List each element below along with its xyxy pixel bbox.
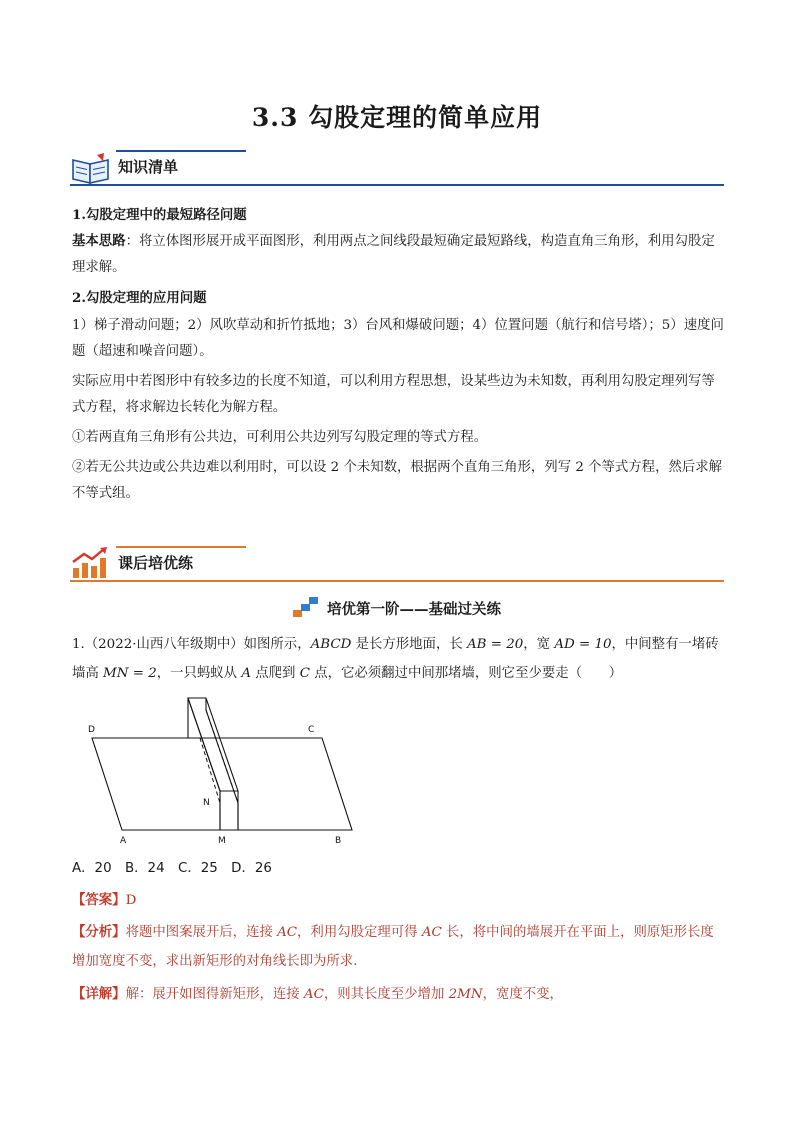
growth-chart-icon bbox=[70, 546, 110, 580]
banner-top-line bbox=[116, 150, 246, 152]
detail-text: ，则其长度至少增加 bbox=[323, 987, 449, 1002]
section-title-practice: 课后培优练 bbox=[118, 554, 194, 572]
floor-parallelogram bbox=[92, 738, 352, 830]
label-d: D bbox=[88, 725, 95, 735]
question-text-part: 点爬到 bbox=[251, 666, 300, 681]
question-text-part: 点，它必须翻过中间那堵墙，则它至少要走（ ） bbox=[309, 666, 623, 681]
book-icon bbox=[70, 152, 114, 186]
question-text-part: ，宽 bbox=[523, 637, 555, 652]
knowledge-paragraph-3: 实际应用中若图形中有较多边的长度不知道，可以利用方程思想，设某些边为未知数，再利用勾股定理列写等式方程，将求解边长转化为解方程。 bbox=[72, 374, 715, 415]
label-b: B bbox=[335, 836, 342, 846]
answer-line bbox=[72, 886, 724, 915]
question-text bbox=[72, 630, 724, 688]
page-title: 3.3 勾股定理的简单应用 bbox=[251, 103, 543, 132]
math-ab: AB = 20 bbox=[466, 637, 524, 652]
math-abcd: ABCD bbox=[310, 637, 352, 652]
knowledge-heading-2: 2.勾股定理的应用问题 bbox=[72, 290, 207, 306]
tier-title bbox=[0, 596, 794, 619]
knowledge-paragraph-4: ①若两直角三角形有公共边，可利用公共边列写勾股定理的等式方程。 bbox=[72, 430, 488, 445]
knowledge-content bbox=[72, 202, 724, 507]
math-ac: AC bbox=[421, 925, 442, 940]
question-text-part: 是长方形地面，长 bbox=[351, 637, 467, 652]
basic-idea-label: 基本思路 bbox=[72, 233, 126, 249]
analysis-paragraph bbox=[72, 918, 724, 976]
label-a: A bbox=[120, 836, 127, 846]
math-ad: AD = 10 bbox=[554, 637, 612, 652]
geometry-figure bbox=[82, 693, 362, 849]
banner-divider bbox=[70, 184, 724, 186]
knowledge-paragraph-5: ②若无公共边或公共边难以利用时，可以设 2 个未知数，根据两个直角三角形，列写 2 个等式方程，然后求解不等式组。 bbox=[72, 460, 723, 501]
detail-text: ，宽度不变， bbox=[482, 987, 563, 1002]
question-source: 1.（2022·山西八年级期中）如图所示， bbox=[72, 637, 311, 652]
math-ac: AC bbox=[303, 987, 324, 1002]
math-mn: MN = 2 bbox=[103, 666, 157, 681]
detail-text: 解：展开如图得新矩形，连接 bbox=[125, 987, 304, 1002]
basic-idea-text: ：将立体图形展开成平面图形，利用两点之间线段最短确定最短路线，构造直角三角形，利用勾股定理求解。 bbox=[72, 234, 715, 275]
analysis-tag: 【分析】 bbox=[72, 924, 126, 940]
answer-value: D bbox=[125, 893, 137, 908]
banner-top-line bbox=[116, 546, 246, 548]
section-banner-knowledge bbox=[70, 150, 724, 186]
knowledge-paragraph-2: 1）梯子滑动问题；2）风吹草动和折竹抵地；3）台风和爆破问题；4）位置问题（航行和信号塔）；5）速度问题（超速和噪音问题）。 bbox=[72, 318, 724, 359]
analysis-text: 长，将中间的墙展开在平面上，则原矩形长度增加宽度不变，求出新矩形的对角线长即为所求． bbox=[72, 925, 714, 969]
knowledge-heading-1: 1.勾股定理中的最短路径问题 bbox=[72, 207, 247, 223]
analysis-text: 将题中图案展开后，连接 bbox=[125, 925, 278, 940]
analysis-text: ，利用勾股定理可得 bbox=[297, 925, 422, 940]
banner-divider bbox=[70, 580, 724, 582]
label-m: M bbox=[218, 836, 226, 846]
knowledge-paragraph-1 bbox=[72, 228, 724, 281]
tier-title-text: 培优第一阶——基础过关练 bbox=[327, 601, 501, 618]
section-banner-practice bbox=[70, 546, 724, 582]
label-n: N bbox=[203, 798, 210, 808]
label-c: C bbox=[308, 725, 315, 735]
question-text-part: ，一只蚂蚁从 bbox=[156, 666, 242, 681]
wall-face bbox=[188, 698, 238, 830]
math-c: C bbox=[299, 666, 310, 681]
section-title-knowledge: 知识清单 bbox=[118, 158, 179, 176]
math-2mn: 2MN bbox=[448, 987, 483, 1002]
question-text-part: ，中间整有一堵砖墙高 bbox=[72, 637, 719, 681]
math-a: A bbox=[241, 666, 252, 681]
detail-tag: 【详解】 bbox=[72, 986, 126, 1002]
math-ac: AC bbox=[277, 925, 298, 940]
stairs-icon bbox=[293, 596, 319, 618]
answer-options: A．20 B．24 C．25 D．26 bbox=[72, 861, 272, 876]
answer-tag: 【答案】 bbox=[72, 892, 126, 908]
detail-paragraph bbox=[72, 980, 724, 1009]
